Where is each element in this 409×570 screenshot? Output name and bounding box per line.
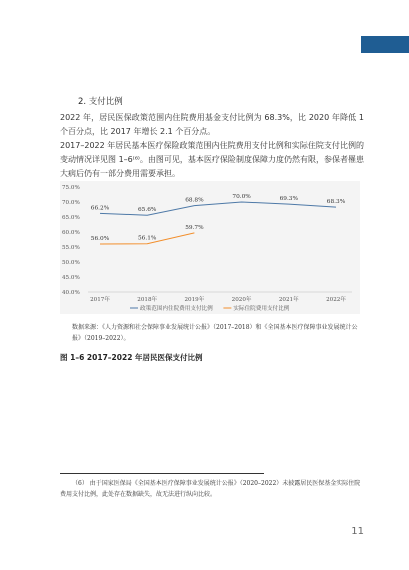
footnote-divider bbox=[60, 473, 264, 474]
paragraph-2: 2017–2022 年居民基本医疗保险政策范围内住院费用支付比例和实际住院支付比例的变动情况详见图 1–6⁽⁶⁾。由图可见，基本医疗保险制度保障力度仍然有限，参保者罹患大病后仍有一部分费用需要承担。 bbox=[60, 141, 364, 178]
y-tick-label: 50.0% bbox=[62, 260, 80, 266]
x-tick-label: 2020年 bbox=[231, 297, 252, 303]
line-chart bbox=[60, 181, 360, 314]
data-label: 68.3% bbox=[326, 199, 346, 206]
data-label: 65.6% bbox=[137, 207, 157, 214]
y-tick-label: 55.0% bbox=[62, 245, 80, 251]
chapter-tab bbox=[361, 36, 409, 53]
data-label: 56.1% bbox=[137, 235, 157, 242]
y-tick-label: 75.0% bbox=[62, 185, 80, 191]
y-tick-label: 45.0% bbox=[62, 275, 80, 281]
x-tick-label: 2019年 bbox=[184, 297, 205, 303]
y-tick-label: 65.0% bbox=[62, 215, 80, 221]
data-label: 59.7% bbox=[185, 224, 204, 231]
section-title: 2. 支付比例 bbox=[78, 97, 123, 107]
y-tick-label: 60.0% bbox=[62, 230, 80, 236]
data-label: 68.8% bbox=[185, 197, 204, 204]
x-tick-label: 2017年 bbox=[90, 297, 110, 303]
y-tick-label: 40.0% bbox=[62, 290, 80, 296]
legend-label: 政策范围内住院费用支付比例 bbox=[140, 306, 213, 312]
data-label: 70.0% bbox=[232, 194, 251, 200]
page-number: 11 bbox=[351, 526, 364, 537]
data-label: 56.0% bbox=[90, 236, 110, 242]
figure-caption: 图 1–6 2017–2022 年居民医保支付比例 bbox=[60, 353, 203, 362]
footnote: （6） 由于国家医保局《全国基本医疗保障事业发展统计公报》（2020–2022）未披露居民医保基金实际住院费用支付比例，此处存在数据缺失，故无法进行纵向比较。 bbox=[60, 480, 361, 498]
x-tick-label: 2022年 bbox=[326, 297, 346, 303]
source-note: 数据来源：《人力资源和社会保障事业发展统计公报》（2017–2018）和《全国基本医疗保障事业发展统计公报》（2019–2022）。 bbox=[72, 324, 358, 342]
legend-label: 实际住院费用支付比例 bbox=[233, 306, 290, 312]
y-tick-label: 70.0% bbox=[62, 200, 80, 206]
data-label: 66.2% bbox=[90, 205, 110, 212]
x-tick-label: 2018年 bbox=[137, 297, 158, 303]
series-line-1 bbox=[100, 202, 336, 215]
chart-figure bbox=[60, 181, 360, 314]
x-tick-label: 2021年 bbox=[278, 297, 299, 303]
paragraph-1: 2022 年，居民医保政策范围内住院费用基金支付比例为 68.3%，比 2020 年降低 1 个百分点，比 2017 年增长 2.1 个百分点。 bbox=[60, 113, 364, 136]
data-label: 69.3% bbox=[279, 196, 299, 203]
